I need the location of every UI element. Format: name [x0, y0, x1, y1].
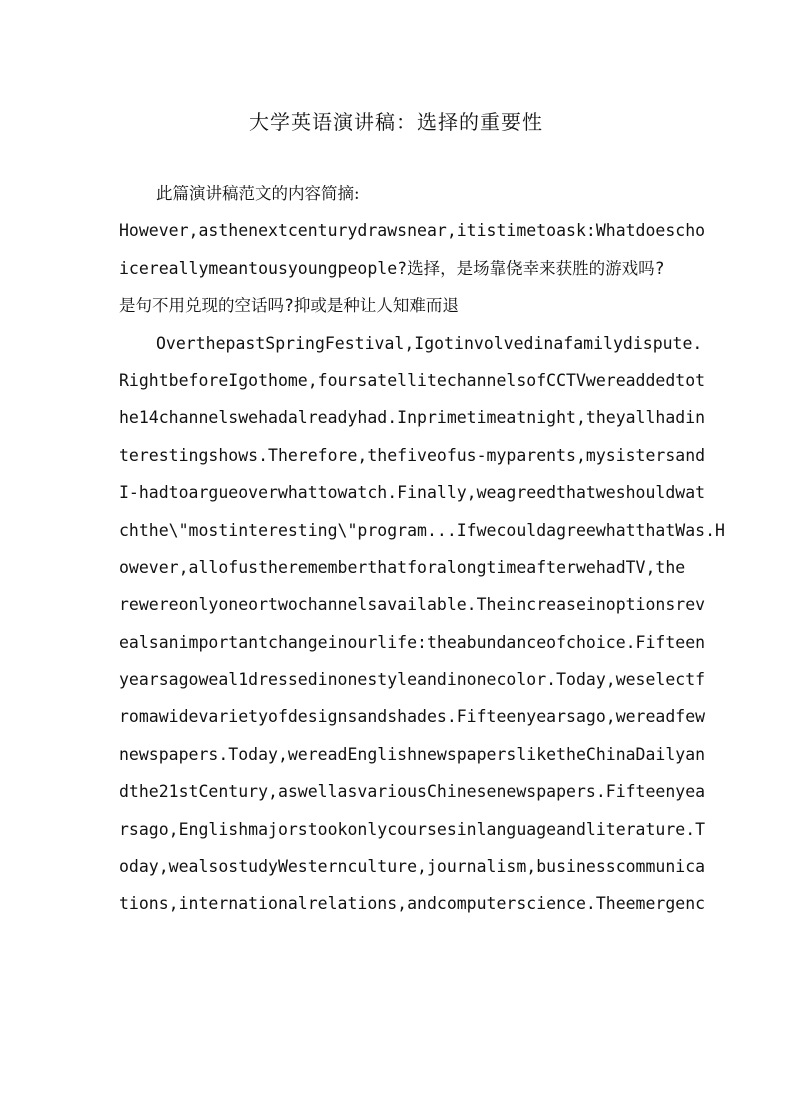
body-line: I-hadtoargueoverwhattowatch.Finally,weagreedthatweshouldwat [119, 483, 706, 503]
body-line: RightbeforeIgothome,foursatellitechannelsofCCTVwereaddedtot [119, 370, 706, 390]
body-line: yearsagoweal1dressedinonestyleandinonecolor.Today,weselectf [119, 670, 706, 690]
body-line: he14channelswehadalreadyhad.Inprimetimeatnight,theyallhadin [119, 408, 706, 428]
body-line: dthe21stCentury,aswellasvariousChinesenewspapers.Fifteenyea [119, 782, 706, 802]
document-body [119, 175, 725, 923]
body-line: tions,internationalrelations,andcomputerscience.Theemergenc [119, 894, 706, 914]
body-line: ealsanimportantchangeinourlife:theabundanceofchoice.Fifteen [119, 632, 706, 652]
body-line: chthe\"mostinteresting\"program...IfwecouldagreewhatthatWas.H [119, 520, 725, 540]
body-line: terestingshows.Therefore,thefiveofus-myparents,mysistersand [119, 445, 706, 465]
body-line: owever,allofustherememberthatforalongtimeafterwehadTV,the [119, 557, 686, 577]
body-line: newspapers.Today,wereadEnglishnewspapersliketheChinaDailyan [119, 744, 706, 764]
body-line: romawidevarietyofdesignsandshades.Fifteenyearsago,wereadfew [119, 707, 706, 727]
summary-heading: 此篇演讲稿范文的内容简摘: [156, 184, 360, 203]
body-line: rewereonlyoneortwochannelsavailable.Theincreaseinoptionsrev [119, 595, 706, 615]
summary-line: However,asthenextcenturydrawsnear,itistimetoask:Whatdoescho [119, 221, 706, 241]
body-line: oday,wealsostudyWesternculture,journalism,businesscommunica [119, 857, 706, 877]
summary-line: icereallymeantousyoungpeople?选择，是场靠侥幸来获胜的游戏吗? [119, 258, 665, 278]
summary-line: 是句不用兑现的空话吗?抑或是种让人知难而退 [119, 296, 459, 316]
document-title: 大学英语演讲稿：选择的重要性 [249, 110, 543, 134]
body-line: rsago,Englishmajorstookonlycoursesinlanguageandliterature.T [119, 819, 706, 839]
body-line: OverthepastSpringFestival,Igotinvolvedinafamilydispute. [156, 333, 703, 353]
